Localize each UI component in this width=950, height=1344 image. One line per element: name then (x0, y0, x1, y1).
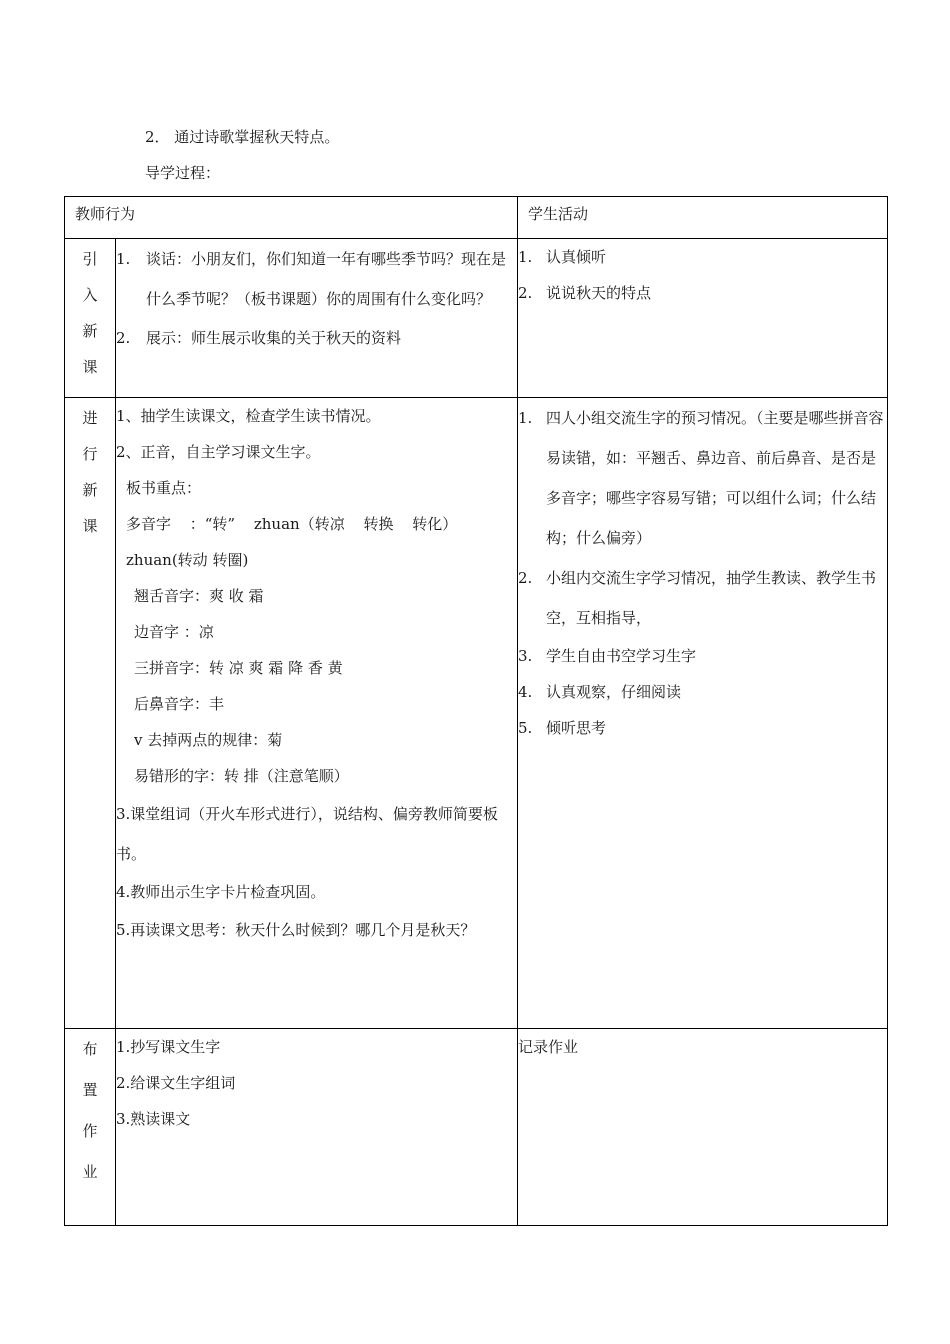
stage-char: 布 (82, 1040, 98, 1058)
teacher-cell-homework (116, 1029, 518, 1226)
table-header-row (65, 197, 888, 239)
text-line: 翘舌音字：爽 收 霜 (134, 587, 264, 605)
stage-char: 作 (82, 1122, 98, 1140)
text-line: 2、正音，自主学习课文生字。 (116, 443, 321, 461)
list-item: 1. 认真倾听 (518, 248, 607, 266)
text-line: zhuan(转动 转圈) (126, 551, 249, 569)
teacher-cell-new-lesson (116, 398, 518, 1029)
stage-char: 入 (82, 286, 98, 304)
stage-char: 新 (82, 322, 98, 340)
stage-char: 新 (82, 481, 98, 499)
stage-cell-homework (65, 1029, 116, 1226)
list-item: 2. 说说秋天的特点 (518, 284, 652, 302)
text-line: 多音字 ：“转” zhuan（转凉 转换 转化） (126, 515, 458, 533)
lesson-plan-table (64, 196, 888, 1226)
list-item: 3. 学生自由书空学习生字 (518, 647, 697, 665)
table-row-intro (65, 239, 888, 398)
objective-line: 2． 通过诗歌掌握秋天特点。 (145, 128, 340, 146)
stage-char: 进 (82, 409, 98, 427)
header-teacher: 教师行为 (65, 197, 518, 239)
stage-char: 课 (82, 358, 98, 376)
stage-char: 课 (82, 517, 98, 535)
text-line: 1、抽学生读课文，检查学生读书情况。 (116, 407, 381, 425)
stage-char: 业 (82, 1163, 98, 1181)
text-line: 边音字 ：凉 (134, 623, 214, 641)
text-line: 1.抄写课文生字 (116, 1038, 221, 1056)
stage-char: 置 (82, 1081, 98, 1099)
process-heading: 导学过程： (145, 164, 221, 182)
text-line: 4.教师出示生字卡片检查巩固。 (116, 883, 326, 901)
student-cell-new-lesson (518, 398, 888, 1029)
student-cell-homework: 记录作业 (518, 1029, 888, 1226)
text-line: 2.给课文生字组词 (116, 1074, 236, 1092)
teacher-cell-intro (116, 239, 518, 398)
table-row-homework (65, 1029, 888, 1226)
list-item: 1. 四人小组交流生字的预习情况。（主要是哪些拼音容易读错，如：平翘舌、鼻边音、前后鼻音、是否是多音字；哪些字容易写错；可以组什么词；什么结构；什么偏旁） (518, 409, 884, 547)
text-line: 板书重点： (126, 479, 202, 497)
text-line: 5.再读课文思考：秋天什么时候到？哪几个月是秋天？ (116, 921, 476, 939)
list-item: 1. 谈话：小朋友们，你们知道一年有哪些季节吗？现在是什么季节呢？（板书课题）你的周围有什么变化吗？ (116, 250, 507, 308)
header-student: 学生活动 (518, 197, 888, 239)
stage-char: 引 (82, 250, 98, 268)
student-cell-intro (518, 239, 888, 398)
stage-cell-intro (65, 239, 116, 398)
list-item: 4. 认真观察，仔细阅读 (518, 683, 682, 701)
text-line: 3.熟读课文 (116, 1110, 191, 1128)
stage-cell-new-lesson (65, 398, 116, 1029)
text-line: 易错形的字：转 排（注意笔顺） (134, 767, 349, 785)
list-item: 2. 展示：师生展示收集的关于秋天的资料 (116, 329, 402, 347)
table-row-new-lesson (65, 398, 888, 1029)
text-line: v 去掉两点的规律：菊 (134, 731, 283, 749)
text-line: 三拼音字：转 凉 爽 霜 降 香 黄 (134, 659, 343, 677)
list-item: 5. 倾听思考 (518, 719, 607, 737)
text-line: 3.课堂组词（开火车形式进行），说结构、偏旁教师简要板书。 (116, 805, 498, 863)
list-item: 2. 小组内交流生字学习情况，抽学生教读、教学生书空，互相指导， (518, 569, 877, 627)
stage-char: 行 (82, 445, 98, 463)
text-line: 后鼻音字：丰 (134, 695, 225, 713)
